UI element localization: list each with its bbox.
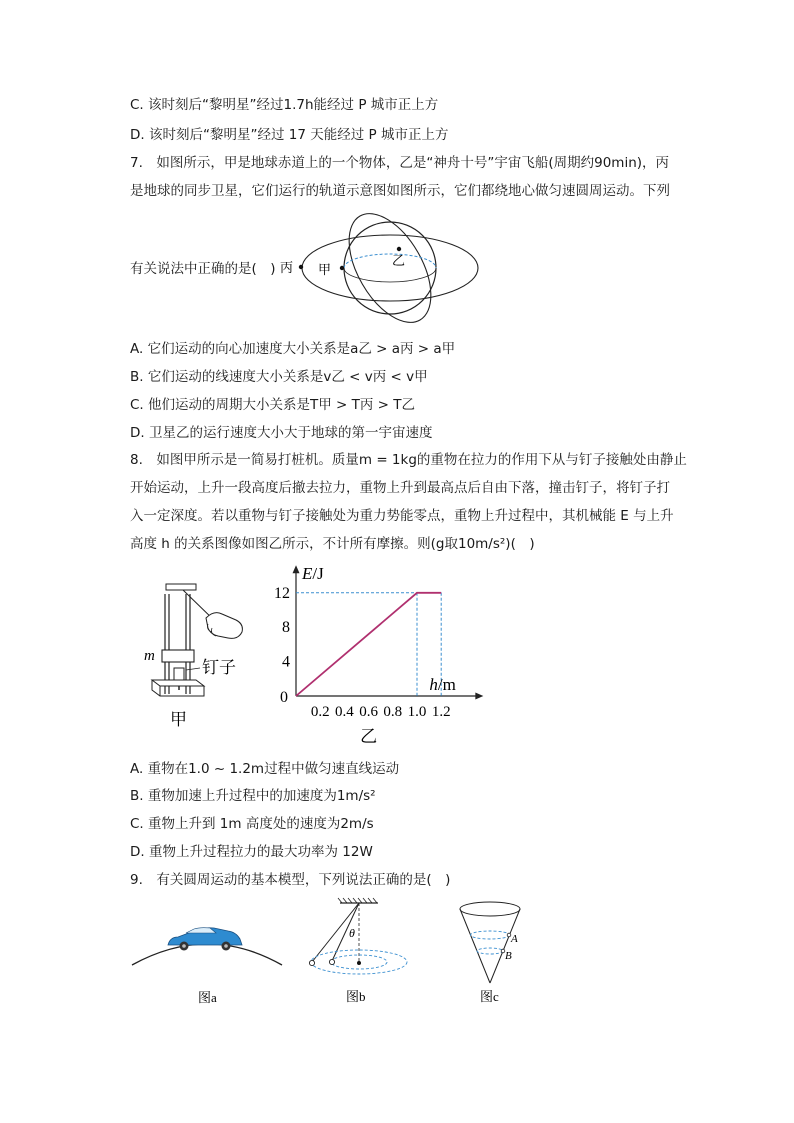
figure-a-caption: 图a <box>198 990 217 1005</box>
option-c-q8: C. 重物上升到 1m 高度处的速度为2m/s <box>130 816 374 832</box>
question-8-stem-line1: 8. 如图甲所示是一简易打桩机。质量m = 1kg的重物在拉力的作用下从与钉子接触处由静止 <box>130 452 687 468</box>
option-a-q7: A. 它们运动的向心加速度大小关系是a乙 > a丙 > a甲 <box>130 341 456 357</box>
option-b-q8: B. 重物加速上升过程中的加速度为1m/s² <box>130 788 376 804</box>
option-d-text-q6: D. 该时刻后“黎明星”经过 17 天能经过 P 城市正上方 <box>130 127 449 143</box>
energy-series-line <box>296 593 441 696</box>
yi-dot <box>397 247 401 251</box>
jia-label: 甲 <box>318 262 332 277</box>
option-b-q7: B. 它们运动的线速度大小关系是v乙 < v丙 < v甲 <box>130 369 428 385</box>
x-tick-label: 0.4 <box>335 704 354 720</box>
figure-jia-caption: 甲 <box>170 710 187 729</box>
jia-dot <box>340 266 344 270</box>
x-tick-label: 1.0 <box>407 704 427 720</box>
figure-c-caption: 图c <box>480 989 499 1004</box>
figure-a-car-on-hill <box>130 915 285 1010</box>
option-d-q7: D. 卫星乙的运行速度大小大于地球的第一宇宙速度 <box>130 425 433 441</box>
question-7-stem-line2: 是地球的同步卫星，它们运行的轨道示意图如图所示，它们都绕地心做匀速圆周运动。下列 <box>130 183 670 199</box>
x-axis-label: h/m <box>429 675 456 694</box>
x-axis-arrow <box>475 693 483 700</box>
x-tick-label: 1.2 <box>431 704 451 720</box>
energy-height-chart <box>270 560 500 745</box>
yi-label: 乙 <box>392 253 406 268</box>
y-axis-label: E/J <box>302 564 324 583</box>
point-b-label: B <box>505 950 512 962</box>
option-c-q7: C. 他们运动的周期大小关系是T甲 > T丙 > T乙 <box>130 397 416 413</box>
question-8-stem-line3: 入一定深度。若以重物与钉子接触处为重力势能零点，重物上升过程中，其机械能 E 与上升 <box>130 508 674 524</box>
option-c-text-q6: C. 该时刻后“黎明星”经过1.7h能经过 P 城市正上方 <box>130 97 439 113</box>
nail-label: 钉子 <box>202 658 236 677</box>
pile-driver-figure <box>138 572 258 737</box>
question-7-stem-line1: 7. 如图所示，甲是地球赤道上的一个物体，乙是“神舟十号”宇宙飞船(周期约90min)，丙 <box>130 155 670 171</box>
option-d-q8: D. 重物上升过程拉力的最大功率为 12W <box>130 844 373 860</box>
x-tick-label: 0.8 <box>383 704 403 720</box>
y-axis-arrow <box>293 565 300 573</box>
y-tick-label: 12 <box>274 584 290 602</box>
y-tick-label: 4 <box>282 653 290 671</box>
option-a-q8: A. 重物在1.0 ~ 1.2m过程中做匀速直线运动 <box>130 761 400 777</box>
figure-c-inverted-cone <box>455 897 535 1010</box>
bing-label: 丙 <box>280 260 294 275</box>
theta-label: θ <box>349 926 355 940</box>
bing-dot <box>299 265 303 269</box>
orbit-diagram <box>280 200 480 330</box>
question-8-stem-line4: 高度 h 的关系图像如图乙所示，不计所有摩擦。则(g取10m/s²)( ) <box>130 536 535 552</box>
x-tick-label: 0.6 <box>359 704 378 720</box>
question-7-stem-line3: 有关说法中正确的是( ) <box>130 261 276 277</box>
question-9-stem: 9. 有关圆周运动的基本模型，下列说法正确的是( ) <box>130 872 451 888</box>
mass-label: m <box>144 648 155 664</box>
point-a-label: A <box>511 933 518 945</box>
figure-yi-caption: 乙 <box>360 727 378 745</box>
question-8-stem-line2: 开始运动，上升一段高度后撤去拉力，重物上升到最高点后自由下落，撞击钉子，将钉子打 <box>130 480 670 496</box>
figure-b-conical-pendulum <box>300 897 420 1010</box>
origin-label: 0 <box>280 689 288 706</box>
x-tick-label: 0.2 <box>310 704 330 720</box>
figure-b-caption: 图b <box>346 989 366 1004</box>
y-tick-label: 8 <box>282 619 290 637</box>
